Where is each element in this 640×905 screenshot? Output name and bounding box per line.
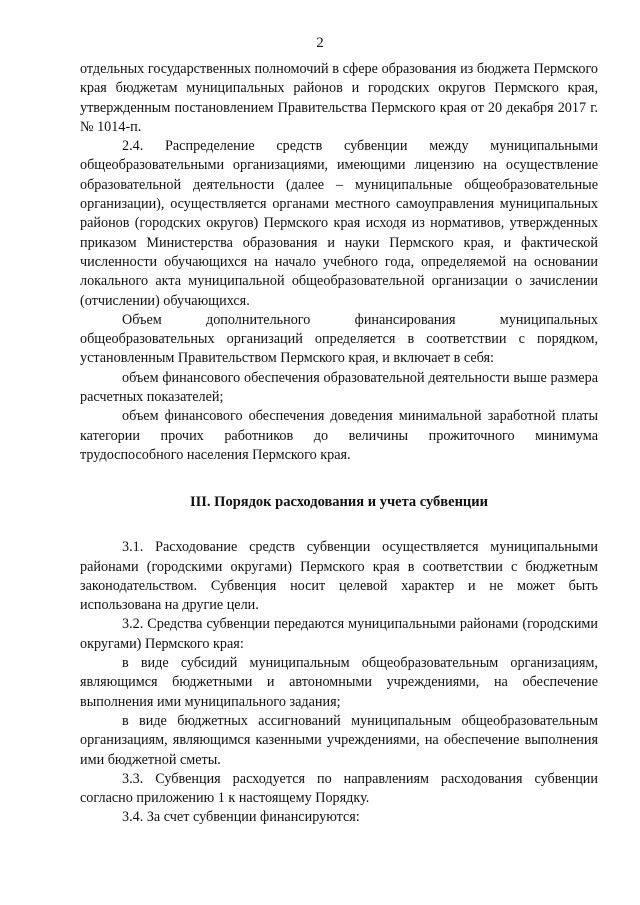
paragraph-3-3: 3.3. Субвенция расходуется по направлениям расходования субвенции согласно приложению 1 к настоящему Порядку. (80, 770, 598, 807)
page-number: 2 (316, 35, 324, 51)
paragraph-financing-item-2: объем финансового обеспечения доведения минимальной заработной платы категории прочих работников до величины прожиточного минимума трудоспособного населения Пермского края. (80, 408, 598, 463)
paragraph-continuation: отдельных государственных полномочий в сфере образования из бюджета Пермского края бюджетам муниципальных районов и городских округов Пермского края, утвержденным постановлением Правительства Пермского края от 20 декабря 2017 г. № 1014-п. (80, 61, 598, 135)
paragraph-3-1: 3.1. Расходование средств субвенции осуществляется муниципальными районами (городскими округами) Пермского края в соответствии с бюджетным законодательством. Субвенция носит целевой характер и не может быть использована на другие цели. (80, 539, 598, 614)
paragraph-additional-financing: Объем дополнительного финансирования муниципальных общеобразовательных организаций определяется в соответствии с порядком, установленным Правительством Пермского края, и включает в себя: (80, 311, 598, 367)
section-iii (80, 538, 598, 827)
paragraph-3-4: 3.4. За счет субвенции финансируются: (122, 809, 360, 826)
section-heading: III. Порядок расходования и учета субвенции (189, 494, 488, 511)
section-ii-continuation (80, 60, 598, 465)
paragraph-2-4: 2.4. Распределение средств субвенции между муниципальными общеобразовательными организациями, имеющими лицензию на осуществление образовательной деятельности (далее – муниципальные общеобразовательные организации), осуществляется органами местного самоуправления муниципальных районов (городских округов) Пермского края исходя из нормативов, утвержденных приказом Министерства образования и науки Пермского края, и фактической численности обучающихся на начало учебного года, определяемой на основании локального акта муниципальной общеобразовательной организации о зачислении (отчислении) обучающихся. (80, 138, 598, 309)
paragraph-3-2-allocations: в виде бюджетных ассигнований муниципальным общеобразовательным организациям, являющимся казенными учреждениями, на обеспечение выполнения ими бюджетной сметы. (80, 712, 598, 768)
document-body (80, 60, 598, 828)
paragraph-3-2: 3.2. Средства субвенции передаются муниципальными районами (городскими округами) Пермского края: (80, 616, 598, 652)
paragraph-financing-item-1: объем финансового обеспечения образовательной деятельности выше размера расчетных показателей; (80, 369, 598, 406)
paragraph-3-2-subsidies: в виде субсидий муниципальным общеобразовательным организациям, являющимся бюджетными и автономными учреждениями, на обеспечение выполнения ими муниципального задания; (80, 655, 598, 710)
